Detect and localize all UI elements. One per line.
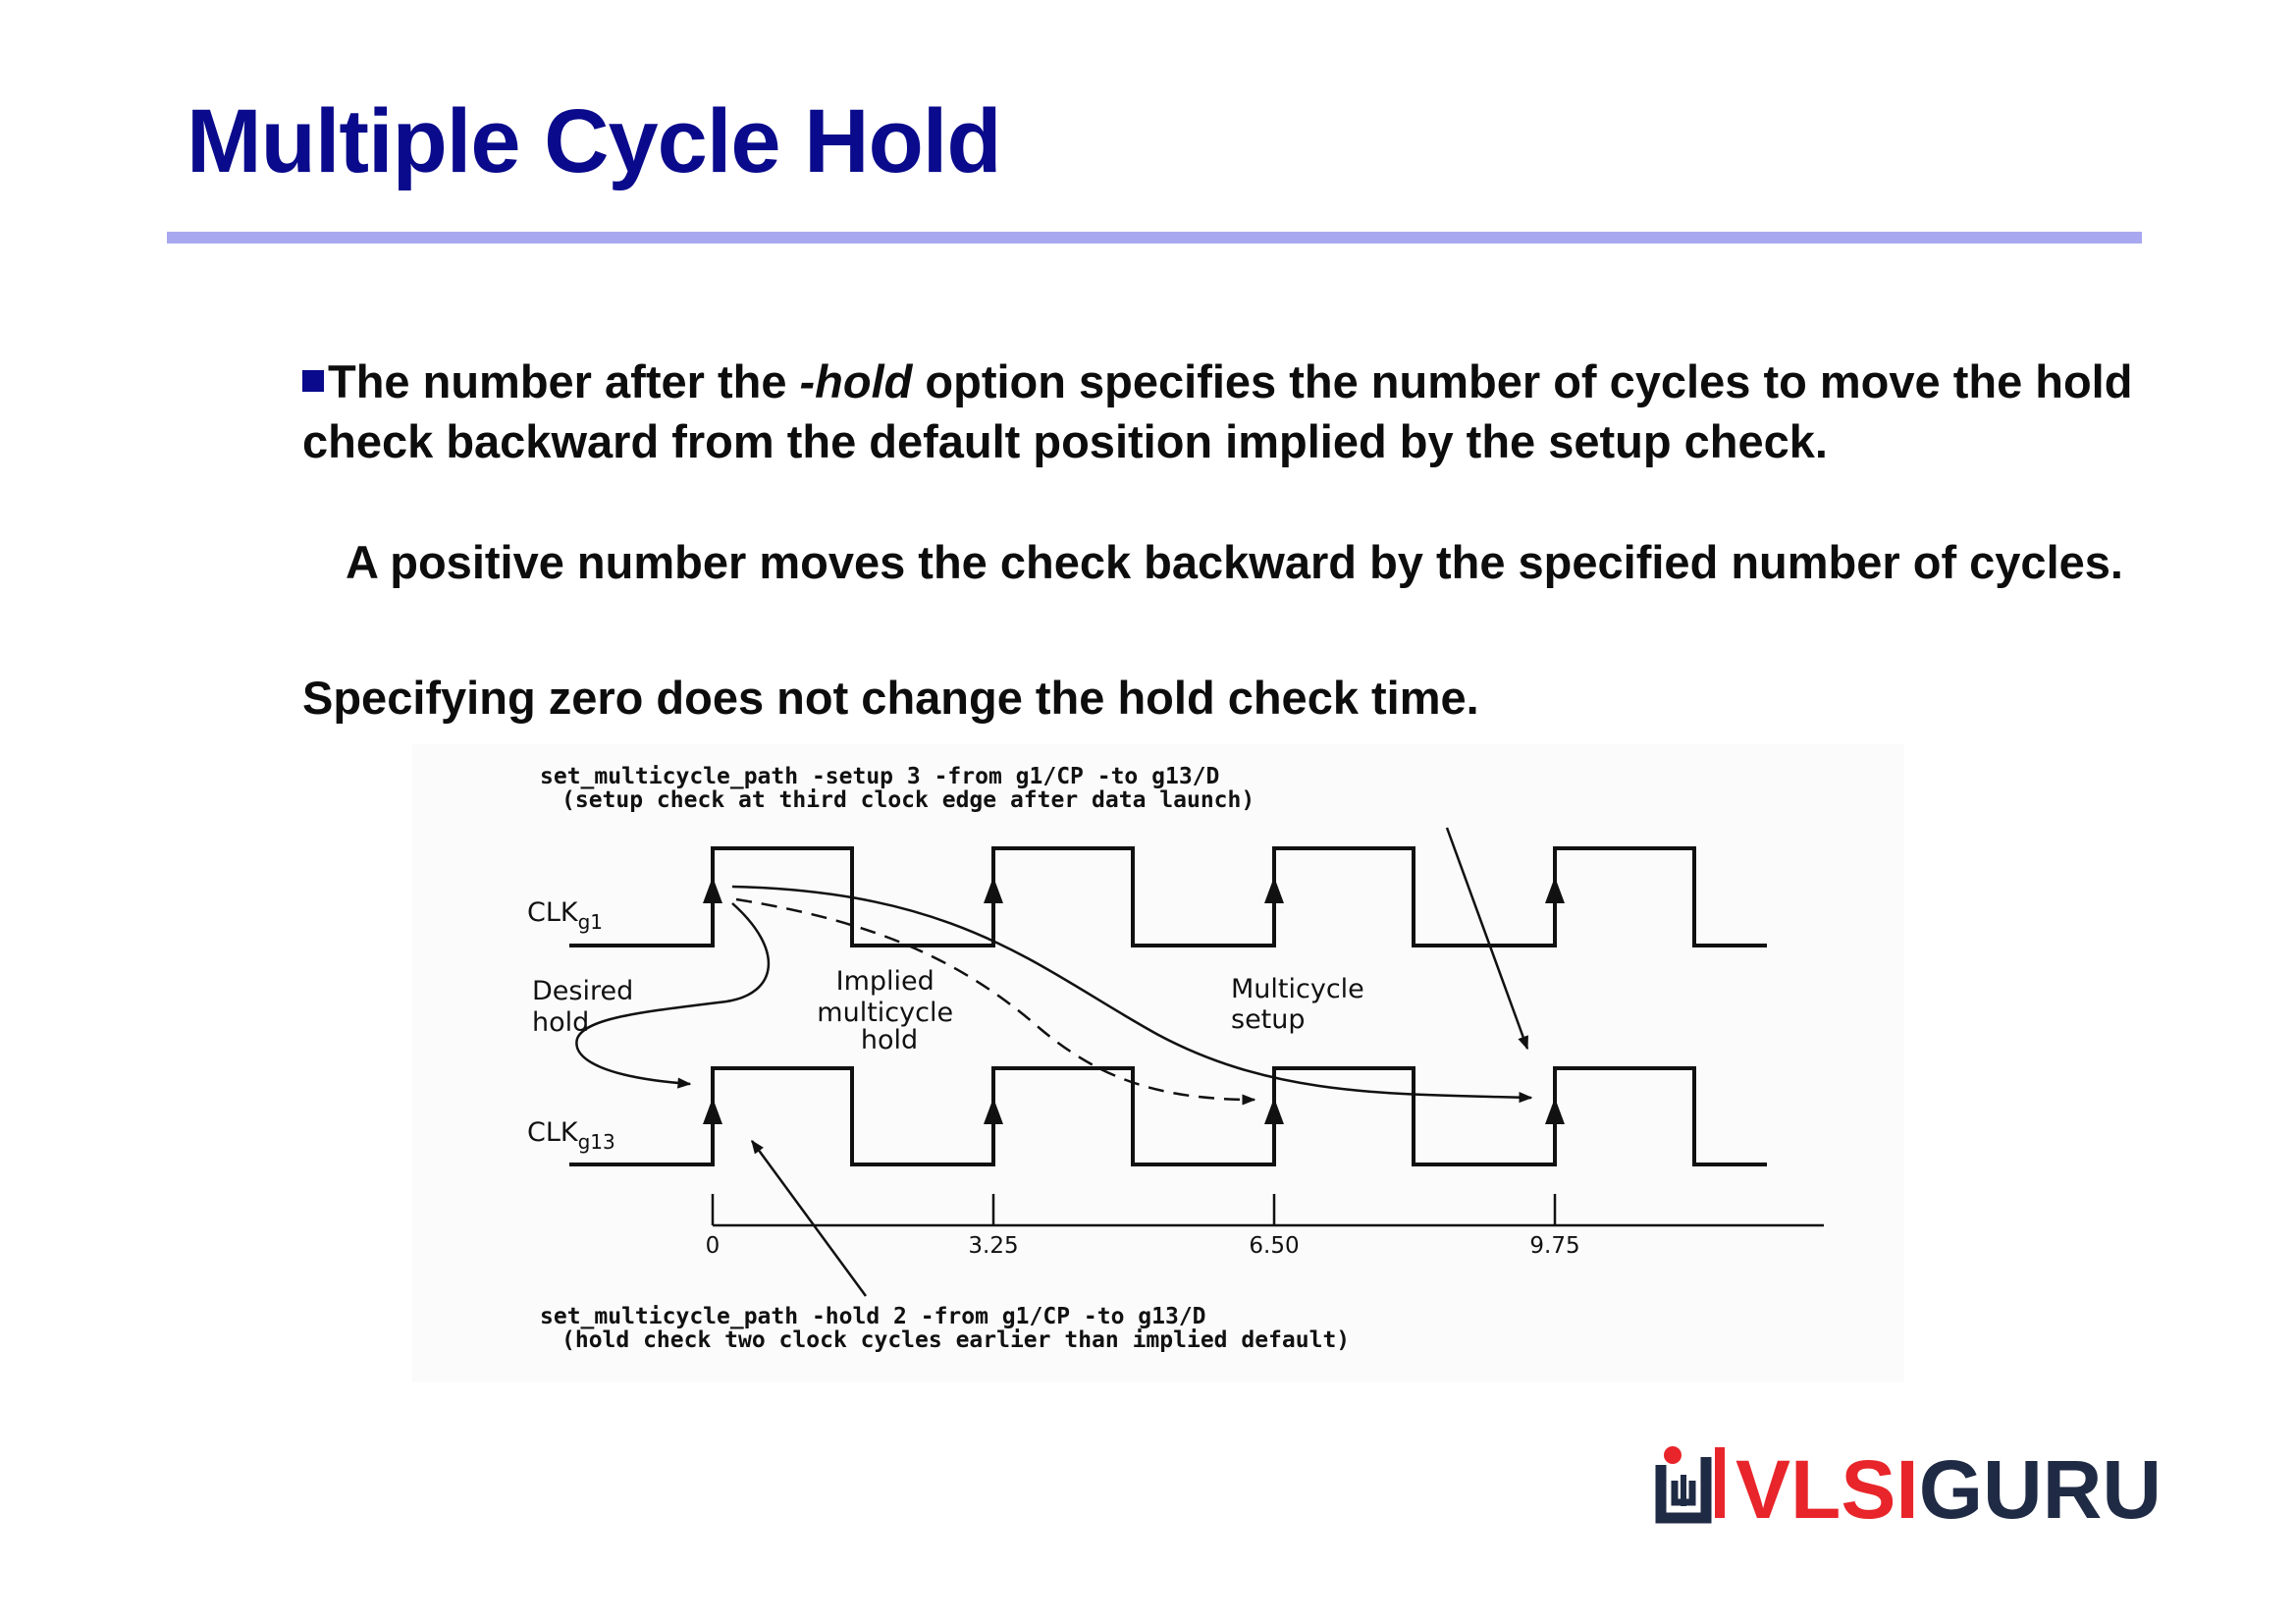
setup-command: set_multicycle_path -setup 3 -from g1/CP -to g13/D [540,764,1220,789]
hold-note: (hold check two clock cycles earlier than implied default) [561,1327,1351,1353]
tick-label-2: 6.50 [1249,1233,1300,1259]
hold-option-text: -hold [799,355,913,407]
clk-g1-waveform [569,848,1767,946]
title-divider [167,232,2142,243]
logo-text: VLSIGURU [1735,1443,2163,1534]
clk-g13-label: $CLK_{g13}$ [527,1117,615,1154]
hold-note-pointer [752,1141,866,1296]
paragraph-positive-number: A positive number moves the check backward by the specified number of cycles. [346,536,2123,588]
clk-g1-label: $CLK_{g1}$ [527,897,604,934]
timing-diagram-svg [412,744,1904,1382]
setup-note: (setup check at third clock edge after data launch) [561,787,1255,813]
vlsiguru-logo [1649,1435,2179,1534]
p1-after: option specifies the number of cycles to move the hold check backward from the default position implied by the setup check. [302,355,2133,467]
tick-label-0: 0 [705,1233,721,1259]
timing-diagram [412,744,1904,1382]
multicycle-setup-label: Multicycle setup [1231,974,1364,1035]
paragraph-zero: Specifying zero does not change the hold check time. [302,672,1479,724]
tick-label-3: 9.75 [1529,1233,1580,1259]
p1-before: The number after the [328,355,800,407]
clk-g13-waveform [569,1068,1767,1164]
hold-command: set_multicycle_path -hold 2 -from g1/CP -to g13/D [540,1304,1206,1329]
implied-multicycle-hold-label: Implied multicycle hold [817,966,954,1055]
slide-title: Multiple Cycle Hold [187,91,1001,191]
desired-hold-label: Desired hold [532,976,634,1038]
tick-label-1: 3.25 [968,1233,1019,1259]
paragraph-hold-option [302,352,2167,471]
vlsiguru-emblem-icon [1661,1446,1720,1518]
bullet-icon [302,370,324,392]
time-axis [713,1194,1824,1225]
setup-note-pointer [1447,828,1527,1049]
